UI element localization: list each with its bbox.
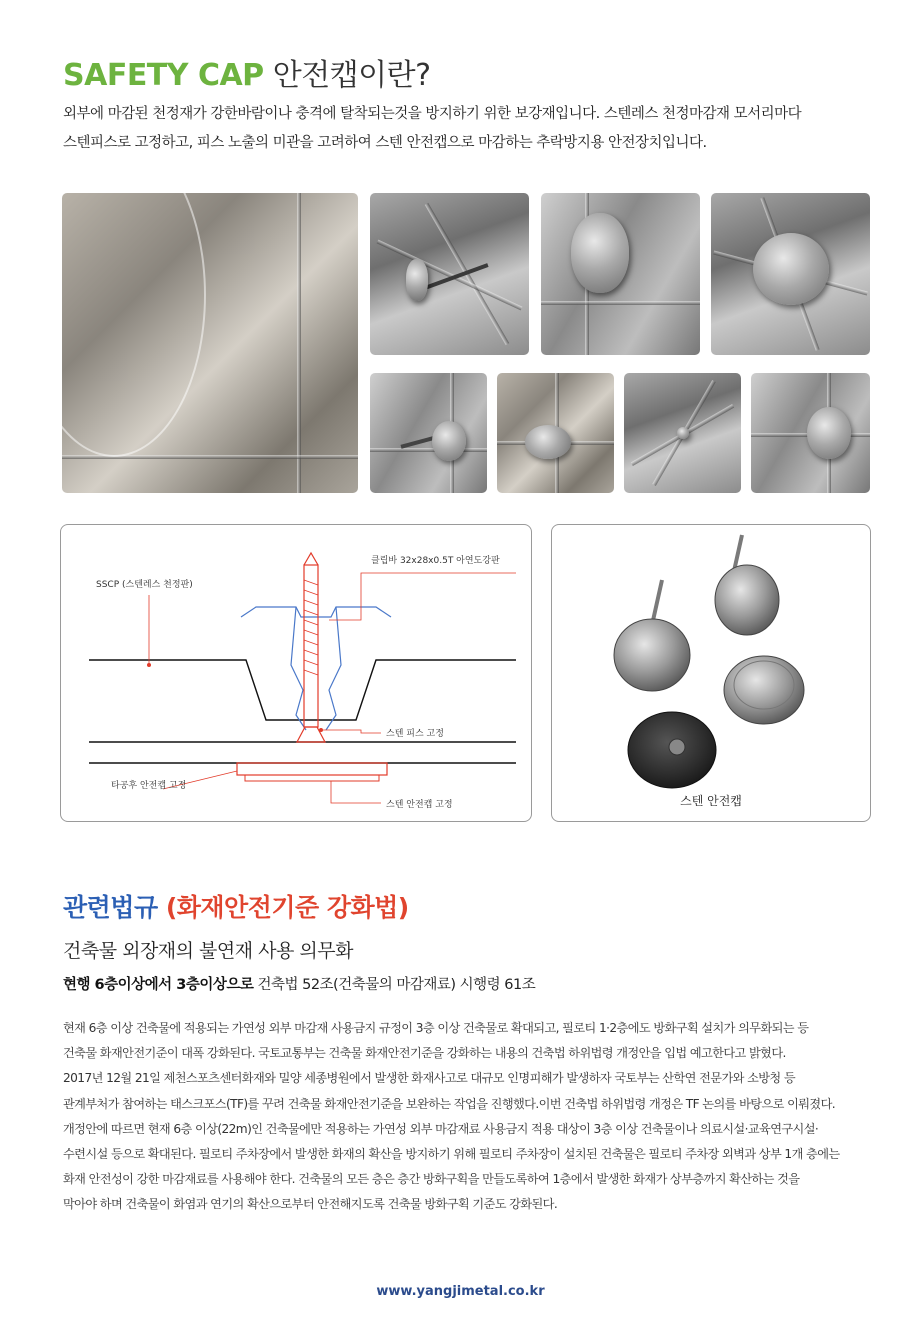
photo-small-2 <box>497 373 614 493</box>
page-title <box>63 50 431 94</box>
safety-cap-photo <box>551 524 871 822</box>
photo-small-1 <box>370 373 487 493</box>
body-line: 2017년 12월 21일 제천스포츠센터화재와 밀양 세종병원에서 발생한 화재사고로 대규모 인명피해가 발생하자 국토부는 산학연 전문가와 소방청 등 <box>63 1071 796 1086</box>
photo-large-cap-screw <box>62 193 358 493</box>
photo-small-4 <box>751 373 870 493</box>
law-reference-rest: 건축법 52조(건축물의 마감재료) 시행령 61조 <box>253 977 536 993</box>
law-reference <box>63 973 535 994</box>
safety-cap-caption: 스텐 안전캡 <box>680 794 742 808</box>
photo-cap-corner <box>541 193 700 355</box>
law-section-title <box>63 888 409 924</box>
intro-text <box>63 100 883 158</box>
body-line: 건축물 화재안전기준이 대폭 강화된다. 국토교통부는 건축물 화재안전기준을 강화하는 내용의 건축법 하위법령 개정안을 입법 예고한다고 밝혔다. <box>63 1046 786 1061</box>
body-line: 막아야 하며 건축물이 화염과 연기의 확산으로부터 안전해지도록 건축물 방화구획 기준도 강화된다. <box>63 1197 558 1212</box>
law-title-sub: (화재안전기준 강화법) <box>157 893 409 922</box>
law-title-main: 관련법규 <box>63 893 158 922</box>
diagram-label-cap: 스텐 안전캡 고정 <box>386 800 453 810</box>
diagram-label-after: 타공후 안전캡 고정 <box>111 781 187 791</box>
page-title-ko: 안전캡이란? <box>263 58 431 93</box>
safety-caps-drawing <box>552 525 870 821</box>
law-body-text <box>63 1016 863 1218</box>
photo-corner-screw <box>370 193 529 355</box>
body-line: 화재 안전성이 강한 마감재료를 사용해야 한다. 건축물의 모든 층은 층간 방화구획을 만들도록하여 1층에서 발생한 화재가 상부층까지 확산하는 것을 <box>63 1172 800 1187</box>
photo-cap-cross <box>711 193 870 355</box>
law-reference-bold: 현행 6층이상에서 3층이상으로 <box>63 977 254 993</box>
diagram-drawing <box>61 525 531 821</box>
diagram-label-clip: 클립바 32x28x0.5T 아연도강판 <box>371 556 500 566</box>
installation-diagram <box>60 524 532 822</box>
diagram-label-sscp: SSCP (스텐레스 천정판) <box>96 580 193 590</box>
body-line: 관계부처가 참여하는 태스크포스(TF)를 꾸려 건축물 화재안전기준을 보완하는 작업을 진행했다.이번 건축법 하위법령 개정은 TF 논의를 바탕으로 이뤄졌다. <box>63 1096 836 1111</box>
footer-url[interactable]: www.yangjimetal.co.kr <box>376 1284 545 1299</box>
page-title-en: SAFETY CAP <box>63 58 264 93</box>
body-line: 현재 6층 이상 건축물에 적용되는 가연성 외부 마감재 사용금지 규정이 3층 이상 건축물로 확대되고, 필로티 1·2층에도 방화구획 설치가 의무화되는 등 <box>63 1021 809 1035</box>
body-line: 수련시설 등으로 확대된다. 필로티 주차장에서 발생한 화재의 확산을 방지하기 위해 필로티 주차장이 설치된 건축물은 필로티 주차장 외벽과 상부 1개 층에는 <box>63 1147 840 1162</box>
law-subtitle: 건축물 외장재의 불연재 사용 의무화 <box>63 940 353 962</box>
diagram-label-screw: 스텐 피스 고정 <box>386 729 444 739</box>
body-line: 개정안에 따르면 현재 6층 이상(22m)인 건축물에만 적용하는 가연성 외부 마감재료 사용금지 적용 대상이 3층 이상 건축물이나 의료시설·교육연구시설· <box>63 1121 819 1136</box>
photo-small-3 <box>624 373 741 493</box>
intro-line: 외부에 마감된 천정재가 강한바람이나 충격에 탈착되는것을 방지하기 위한 보강재입니다. 스텐레스 천정마감재 모서리마다 <box>63 106 802 122</box>
intro-line: 스텐피스로 고정하고, 피스 노출의 미관을 고려하여 스텐 안전캡으로 마감하는 추락방지용 안전장치입니다. <box>63 135 707 151</box>
